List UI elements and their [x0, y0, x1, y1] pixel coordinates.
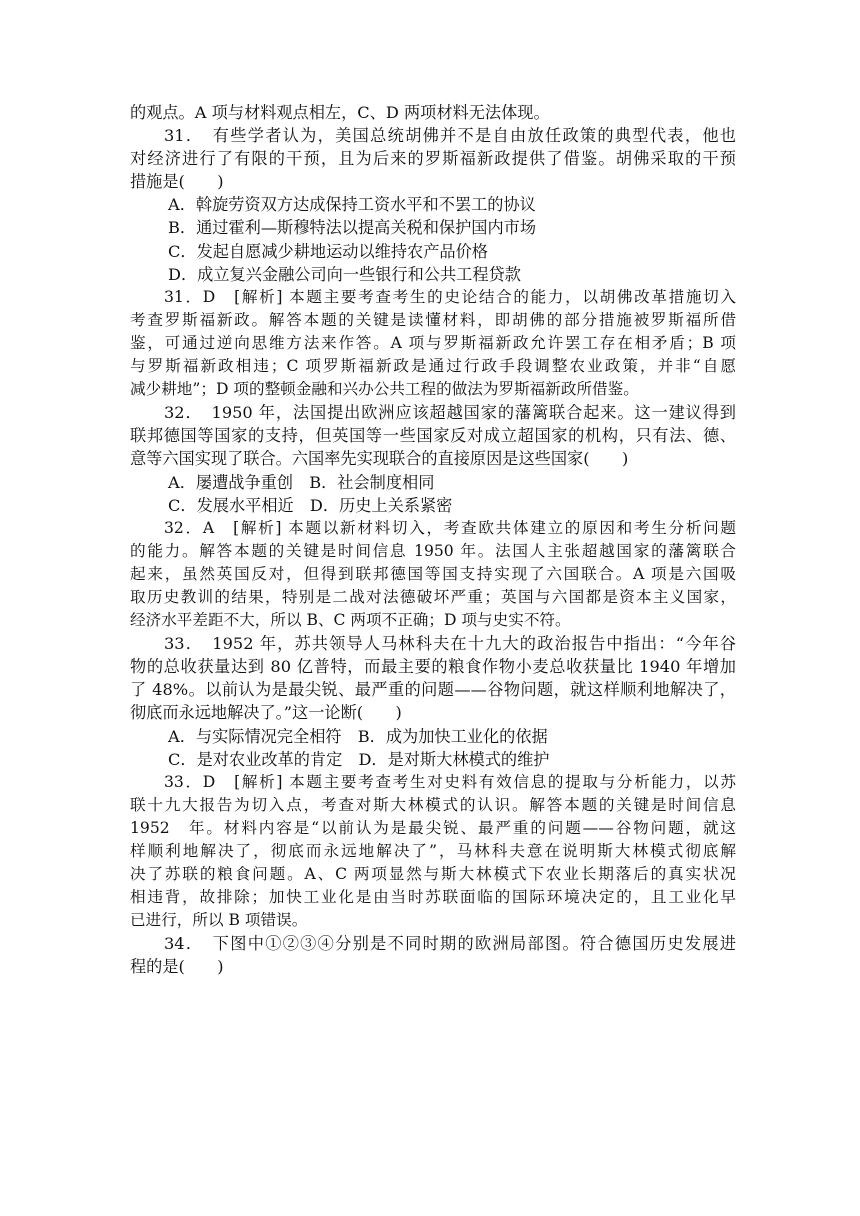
q33-analysis-line: 联十九大报告为切入点，考查对斯大林模式的认识。解答本题的关键是时间信息: [130, 795, 736, 814]
q32-analysis-line: 取历史教训的结果，特别是二战对法德破坏严重；英国与六国都是资本主义国家，: [130, 587, 736, 606]
q34-stem: 34． 下图中①②③④分别是不同时期的欧洲局部图。符合德国历史发展进: [164, 934, 736, 954]
q32-analysis-line: 起来，虽然英国反对，但得到联邦德国等国支持实现了六国联合。A 项是六国吸: [130, 564, 736, 583]
q31-analysis: 31．D [解析] 本题主要考查考生的史论结合的能力，以胡佛改革措施切入: [164, 287, 736, 306]
q33-stem: 33． 1952 年，苏共领导人马林科夫在十九大的政治报告中指出：“今年谷: [164, 634, 736, 654]
q33-analysis-line: 决了苏联的粮食问题。A、C 两项显然与斯大林模式下农业长期落后的真实状况: [130, 865, 736, 884]
q33-analysis: 33．D [解析] 本题主要考查考生对史料有效信息的提取与分析能力，以苏: [164, 772, 736, 791]
q32-analysis: 32．A [解析] 本题以新材料切入，考查欧共体建立的原因和考生分析问题: [164, 518, 736, 537]
q31-stem: 31． 有些学者认为，美国总统胡佛并不是自由放任政策的典型代表，他也: [164, 126, 736, 146]
q31-option-d: D．成立复兴金融公司向一些银行和公共工程贷款: [168, 264, 521, 284]
q31-analysis-line: 减少耕地”；D 项的整顿金融和兴办公共工程的做法为罗斯福新政所借鉴。: [130, 380, 639, 399]
q31-option-a: A．斡旋劳资双方达成保持工资水平和不罢工的协议: [168, 195, 536, 215]
q33-stem-line: 彻底而永远地解决了。”这一论断( ): [130, 703, 402, 723]
q33-stem-line: 物的总收获量达到 80 亿普特，而最主要的粮食作物小麦总收获量比 1940 年增加: [130, 657, 736, 677]
q33-analysis-line: 1952 年。材料内容是“以前认为是最尖锐、最严重的问题——谷物问题，就这: [130, 818, 736, 837]
q33-options-ab: A．与实际情况完全相符 B．成为加快工业化的依据: [168, 726, 548, 746]
line-0: 的观点。A 项与材料观点相左，C、D 两项材料无法体现。: [130, 103, 550, 122]
q32-analysis-line: 经济水平差距不大，所以 B、C 两项不正确；D 项与史实不符。: [130, 611, 571, 630]
q33-stem-line: 了 48%。以前认为是最尖锐、最严重的问题——谷物问题，就这样顺利地解决了，: [130, 680, 736, 700]
q31-option-b: B．通过霍利—斯穆特法以提高关税和保护国内市场: [168, 218, 537, 238]
q32-options-cd: C．发展水平相近 D．历史上关系紧密: [168, 495, 453, 515]
q33-analysis-line: 相违背，故排除；加快工业化是由当时苏联面临的国际环境决定的，且工业化早: [130, 888, 736, 907]
document-page: [130, 101, 736, 979]
q32-analysis-line: 的能力。解答本题的关键是时间信息 1950 年。法国人主张超越国家的藩篱联合: [130, 541, 736, 560]
q31-analysis-line: 与罗斯福新政相违；C 项罗斯福新政是通过行政手段调整农业政策，并非“自愿: [130, 357, 736, 376]
q31-stem-line: 对经济进行了有限的干预，且为后来的罗斯福新政提供了借鉴。胡佛采取的干预: [130, 149, 736, 169]
q32-stem-line: 联邦德国等国家的支持，但英国等一些国家反对成立超国家的机构，只有法、德、: [130, 426, 736, 446]
q31-stem-line: 措施是( ): [130, 172, 224, 192]
q32-stem-line: 意等六国实现了联合。六国率先实现联合的直接原因是这些国家( ): [130, 449, 629, 469]
q33-analysis-line: 样顺利地解决了，彻底而永远地解决了”，马林科夫意在说明斯大林模式彻底解: [130, 842, 736, 860]
q33-options-cd: C．是对农业改革的肯定 D．是对斯大林模式的维护: [168, 749, 550, 769]
q31-option-c: C．发起自愿减少耕地运动以维持农产品价格: [168, 241, 488, 261]
q31-analysis-line: 鉴，可通过逆向思维方法来作答。A 项与罗斯福新政允许罢工存在相矛盾；B 项: [130, 333, 736, 352]
q33-analysis-line: 已进行，所以 B 项错误。: [130, 911, 308, 930]
q31-analysis-line: 考查罗斯福新政。解答本题的关键是读懂材料，即胡佛的部分措施被罗斯福所借: [130, 310, 736, 329]
q32-options-ab: A．屡遭战争重创 B．社会制度相同: [168, 472, 435, 492]
q32-stem: 32． 1950 年，法国提出欧洲应该超越国家的藩篱联合起来。这一建议得到: [164, 403, 736, 423]
q34-stem-line: 程的是( ): [130, 957, 224, 977]
